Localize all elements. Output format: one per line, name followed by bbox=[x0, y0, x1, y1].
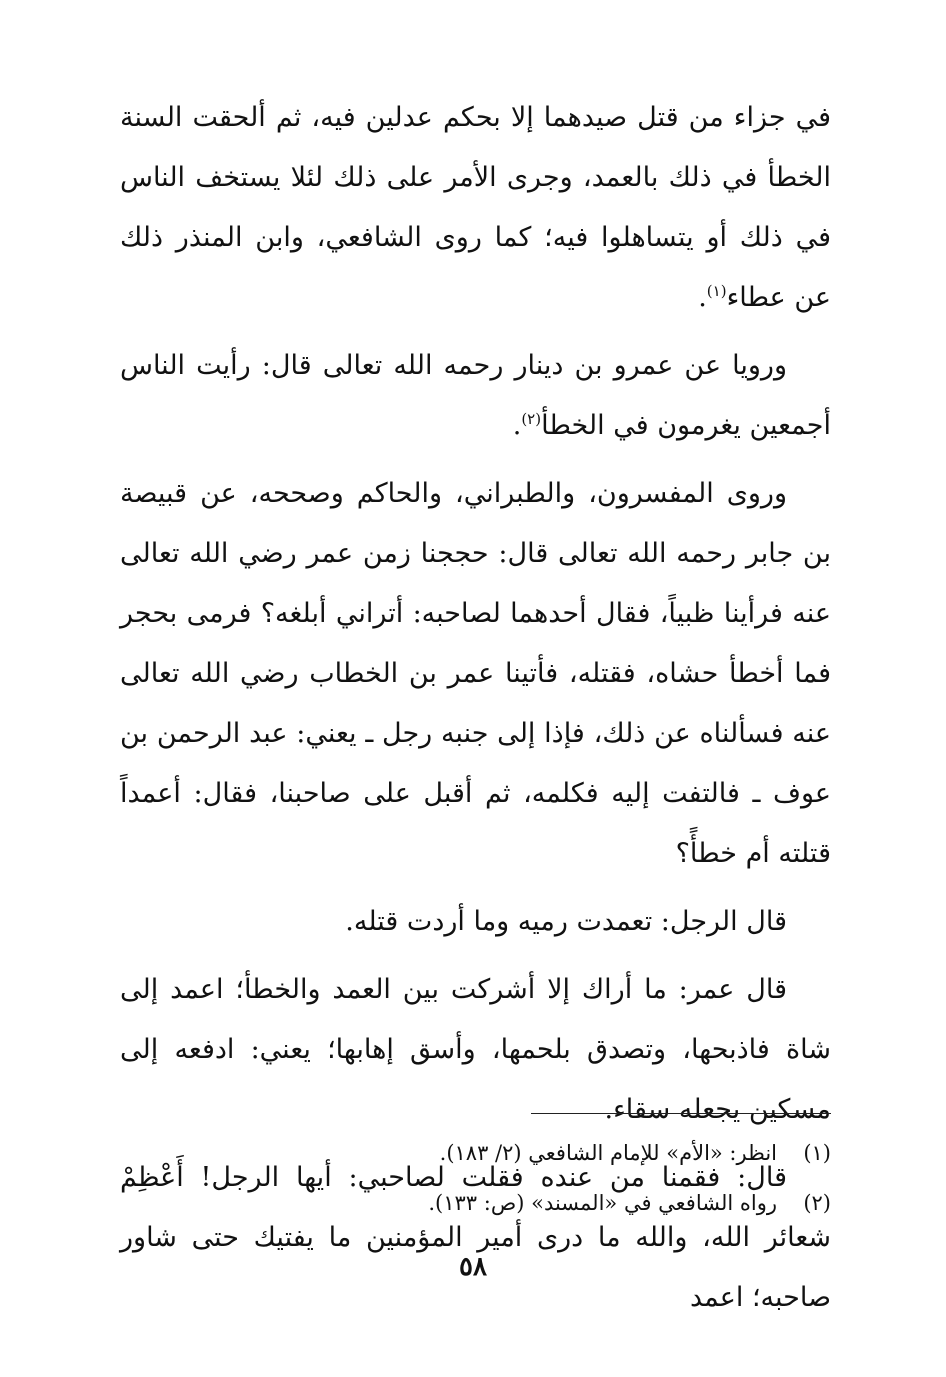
footnote-divider bbox=[531, 1113, 831, 1114]
footnote-number: (٢) bbox=[803, 1191, 831, 1215]
paragraph-tail: . bbox=[512, 410, 522, 441]
paragraph-3 bbox=[120, 464, 831, 884]
footnote-1 bbox=[120, 1128, 831, 1178]
footnote-ref-1[interactable]: (١) bbox=[706, 282, 727, 300]
footnotes bbox=[120, 1128, 831, 1228]
paragraph-2 bbox=[120, 336, 831, 456]
paragraph-text: وروى المفسرون، والطبراني، والحاكم وصححه، عن قبيصة بن جابر رحمه الله تعالى قال: حججنا زمن عمر رضي الله تعالى عنه فرأينا ظبياً، فقال أحدهما لصاحبه: أتراني أبلغه؟ فرمى بحجر فما أخطأ حشاه، فقتله، فأتينا عمر بن الخطاب رضي الله تعالى عنه فسألناه عن ذلك، فإذا إلى جنبه رجل ـ يعني: عبد الرحمن بن عوف ـ فالتفت إليه فكلمه، ثم أقبل على صاحبنا، فقال: أعمداً قتلته أم خطأً؟ bbox=[120, 478, 831, 869]
paragraph-text: قال: فقمنا من عنده فقلت لصاحبي: أيها الرجل! أَعْظِمْ شعائر الله، والله ما درى أمير المؤمنين ما يفتيك حتى شاور صاحبه؛ اعمد bbox=[120, 1162, 831, 1313]
paragraph-text: قال الرجل: تعمدت رميه وما أردت قتله. bbox=[345, 906, 787, 937]
footnote-text: رواه الشافعي في «المسند» (ص: ١٣٣). bbox=[428, 1191, 777, 1215]
paragraph-tail: . bbox=[698, 282, 707, 313]
footnote-text: انظر: «الأم» للإمام الشافعي (٢/ ١٨٣). bbox=[439, 1141, 777, 1165]
paragraph-4 bbox=[120, 892, 831, 952]
footnote-ref-2[interactable]: (٢) bbox=[521, 410, 542, 428]
paragraph-text: في جزاء من قتل صيدهما إلا بحكم عدلين فيه، ثم ألحقت السنة الخطأ في ذلك بالعمد، وجرى الأمر على ذلك لئلا يستخف الناس في ذلك أو يتساهلوا فيه؛ كما روى الشافعي، وابن المنذر ذلك عن عطاء bbox=[120, 102, 831, 313]
paragraph-text: ورويا عن عمرو بن دينار رحمه الله تعالى قال: رأيت الناس أجمعين يغرمون في الخطأ bbox=[120, 350, 831, 441]
paragraph-text: قال عمر: ما أراك إلا أشركت بين العمد والخطأ؛ اعمد إلى شاة فاذبحها، وتصدق بلحمها، وأسق إهابها؛ يعني: ادفعه إلى مسكين يجعله سقاء. bbox=[120, 974, 831, 1125]
footnote-number: (١) bbox=[803, 1141, 831, 1165]
page-number: ٥٨ bbox=[459, 1252, 487, 1282]
footnote-2 bbox=[120, 1178, 831, 1228]
paragraph-1 bbox=[120, 88, 831, 328]
